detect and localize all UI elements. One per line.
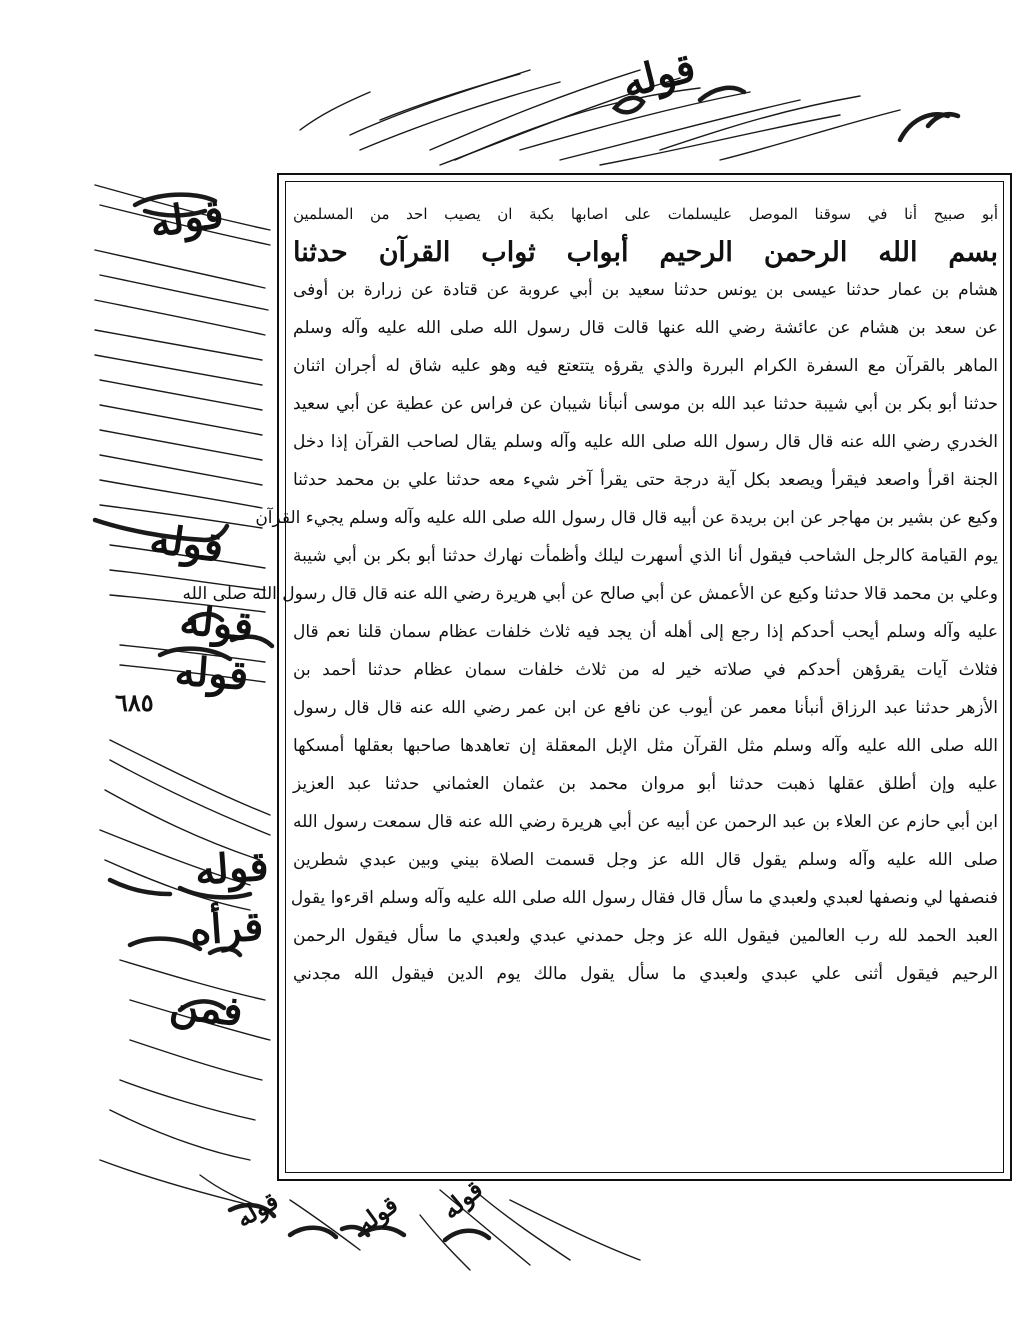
text-line: يوم القيامة كالرجل الشاحب فيقول أنا الذي أسهرت ليلك وأظمأت نهارك حدثنا أبو بكر بن أبي شيبة: [293, 545, 998, 566]
text-line: عليه وإن أطلق عقلها ذهبت حدثنا أبو مروان محمد بن عثمان العثماني حدثنا عبد العزيز: [293, 773, 998, 794]
text-line: الأزهر حدثنا عبد الرزاق أنبأنا معمر عن أيوب عن نافع عن ابن عمر رضي الله عنه قال قال رسول: [293, 697, 998, 718]
margin-heading-left-1: قوله: [147, 515, 227, 572]
margin-heading-lower-2: قرأه: [188, 902, 265, 955]
text-line: هشام بن عمار حدثنا عيسى بن يونس حدثنا سعيد بن أبي عروبة عن قتادة عن زرارة بن أوفى: [293, 279, 998, 300]
page-number: ٦٨٥: [115, 688, 154, 717]
text-line: الخدري رضي الله عنه قال قال رسول الله صلى الله عليه وآله وسلم يقال لصاحب القرآن إذا دخل: [293, 431, 998, 452]
text-line: وعلي بن محمد قالا حدثنا وكيع عن الأعمش عن أبي صالح عن أبي هريرة رضي الله عنه قال قال رسول الله صلى الله: [182, 583, 998, 604]
margin-heading-bottom-3: قوله: [435, 1174, 489, 1225]
text-line: الرحيم فيقول أثنى علي عبدي ولعبدي ما سأل يقول مالك يوم الدين فيقول الله مجدني: [293, 963, 998, 984]
margin-heading-left-3: قوله: [173, 647, 250, 700]
text-line: عن سعد بن هشام عن عائشة رضي الله عنها قالت قال رسول الله صلى الله عليه وآله وسلم: [293, 317, 998, 338]
text-line: الجنة اقرأ واصعد فيقرأ ويصعد بكل آية درجة حتى يقرأ آخر شيء معه حدثنا علي بن محمد حدثنا: [293, 469, 998, 490]
margin-heading-lower-3: فمن: [167, 981, 245, 1036]
text-line: أبو صبيح أنا في سوقنا الموصل عليسلمات على اصابها بكبة ان يصيب احد من المسلمين: [293, 204, 998, 223]
text-line: صلى الله عليه وآله وسلم يقول قال الله عز وجل قسمت الصلاة بيني وبين عبدي شطرين: [293, 849, 998, 870]
text-line: الله صلى الله عليه وآله وسلم مثل القرآن مثل الإبل المعقلة إن تعاهدها صاحبها بعقلها أمسكها: [293, 735, 998, 756]
margin-heading-left-2: قوله: [177, 596, 256, 651]
margin-heading-lower-1: قوله: [193, 842, 270, 895]
text-line: الماهر بالقرآن مع السفرة الكرام البررة والذي يقرؤه يتتعتع فيه وهو عليه شاق له أجران اثنان: [293, 355, 998, 376]
margin-heading-top: قوله: [617, 43, 701, 108]
lower-left-gloss-lines: [100, 740, 270, 1210]
margin-heading-top-left: قوله: [147, 190, 227, 247]
text-line-heading: بسم الله الرحمن الرحيم أبواب ثواب القرآن حدثنا: [293, 236, 998, 268]
text-line: حدثنا أبو بكر بن أبي شيبة حدثنا عبد الله بن موسى أنبأنا شيبان عن فراس عن عطية عن أبي سعيد: [293, 393, 998, 414]
margin-heading-bottom-1: قوله: [230, 1185, 284, 1234]
text-line: وكيع عن بشير بن مهاجر عن ابن بريدة عن أبيه قال قال رسول الله صلى الله عليه وآله وسلم يجيء القرآن: [255, 507, 998, 528]
margin-heading-bottom-2: قوله: [350, 1189, 404, 1240]
text-line: عليه وآله وسلم أيحب أحدكم إذا رجع إلى أهله أن يجد فيه ثلاث خلفات عظام سمان قلنا نعم قال: [293, 621, 998, 642]
text-line: ابن أبي حازم عن العلاء بن عبد الرحمن عن أبيه عن أبي هريرة رضي الله عنه قال سمعت رسول الله: [293, 811, 998, 832]
text-line: فثلاث آيات يقرؤهن أحدكم في صلاته خير له من ثلاث خلفات سمان عظام حدثنا أحمد بن: [293, 659, 998, 680]
text-line: فنصفها لي ونصفها لعبدي ولعبدي ما سأل قال فقال رسول الله صلى الله عليه وآله وسلم اقرءوا يقول: [290, 887, 998, 908]
text-line: العبد الحمد لله رب العالمين فيقول الله عز وجل حمدني عبدي ولعبدي ما سأل فيقول الرحمن: [293, 925, 998, 946]
